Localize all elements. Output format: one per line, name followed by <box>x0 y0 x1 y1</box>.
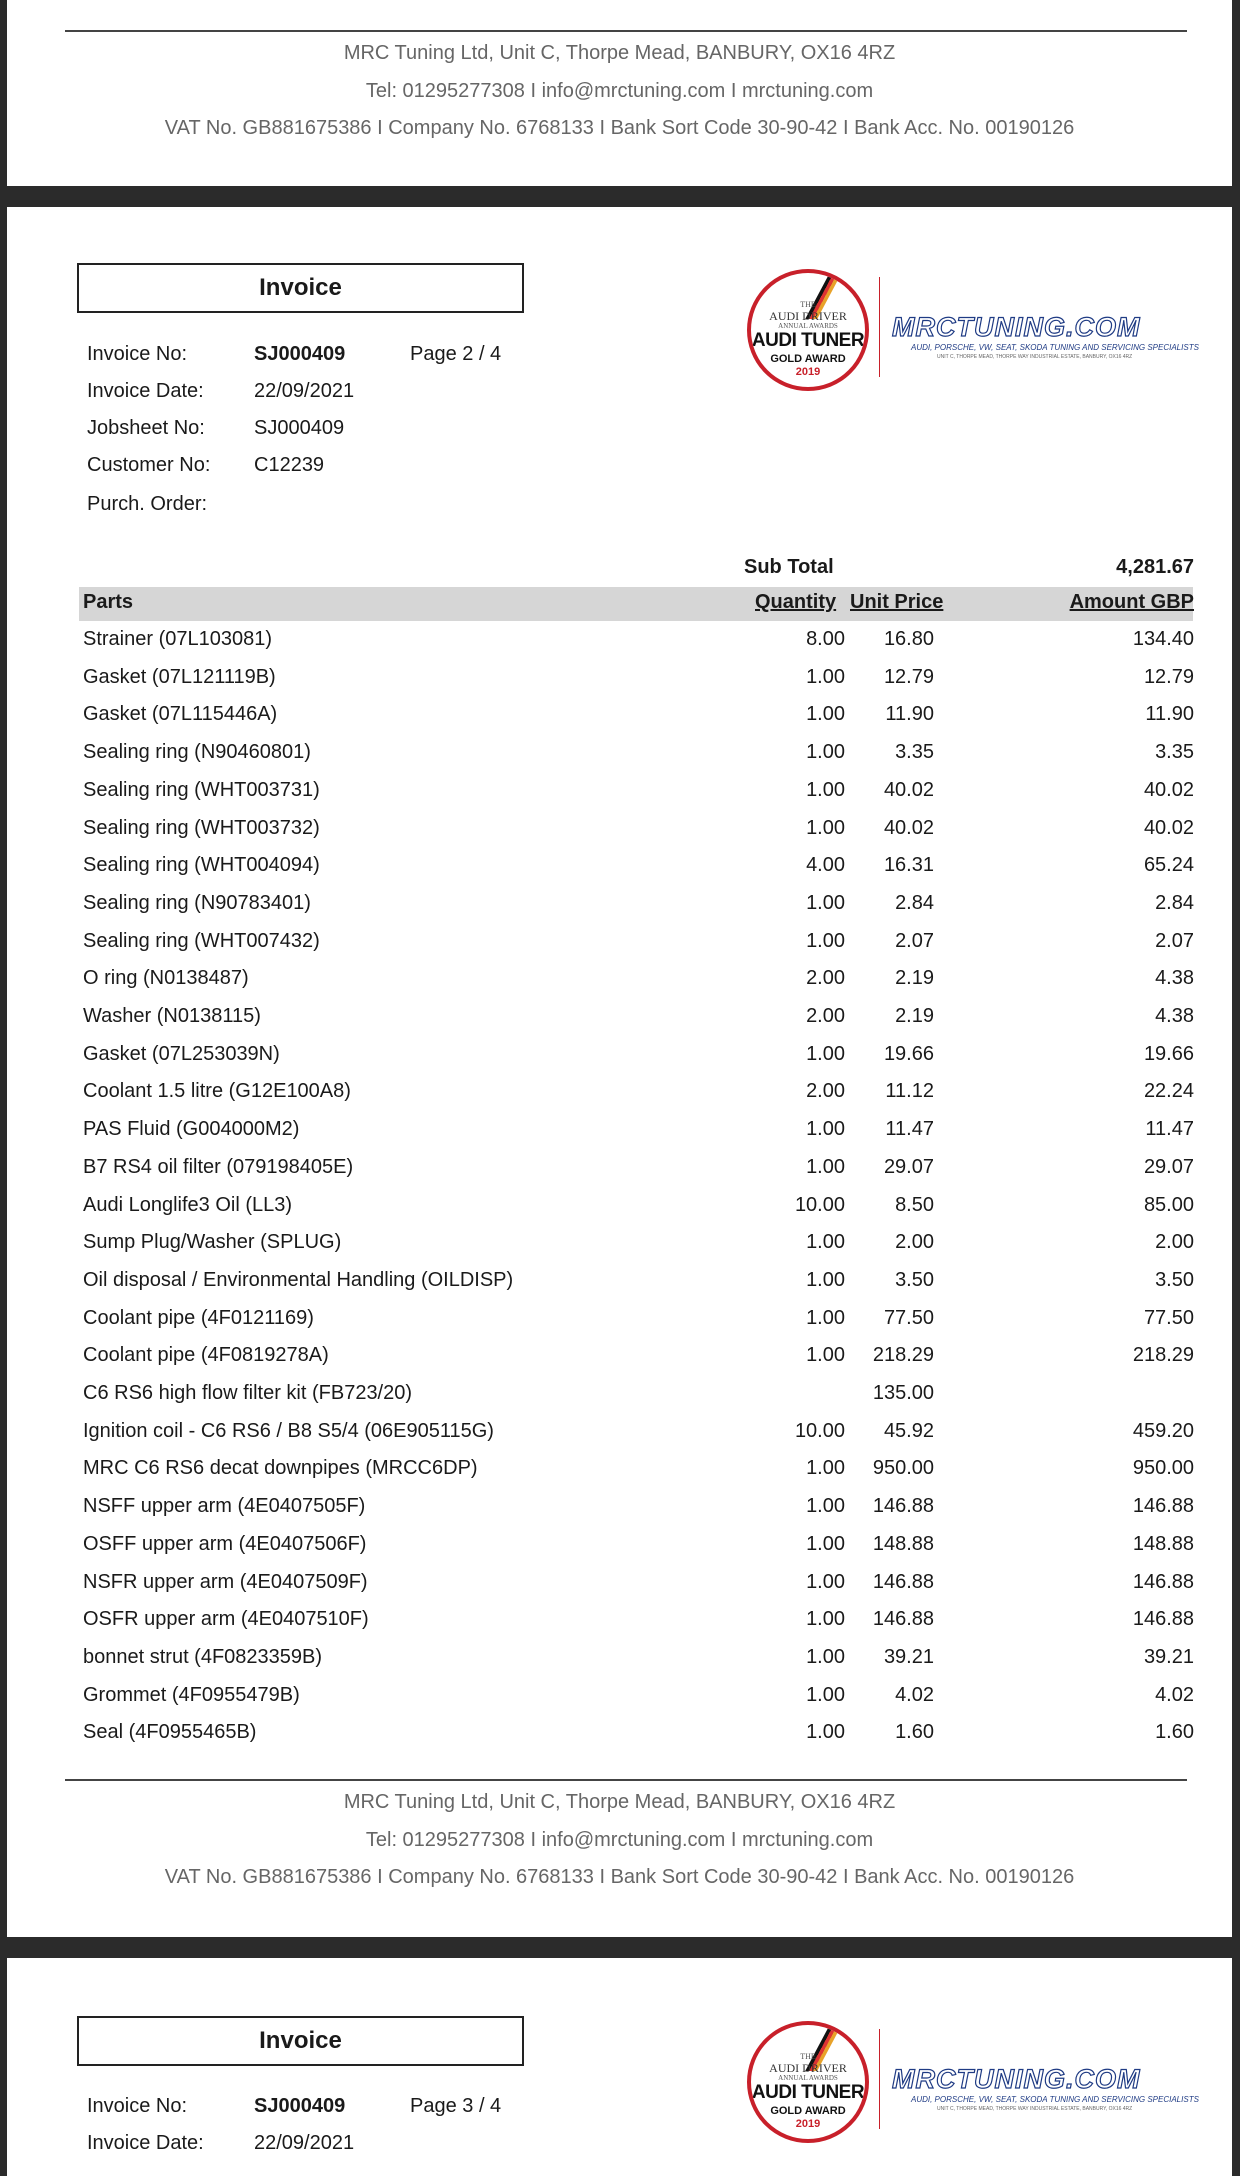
part-unit-price: 45.92 <box>883 1419 934 1442</box>
invoice-no-label: Invoice No: <box>87 2095 188 2117</box>
customer-no-value: C12239 <box>254 454 325 476</box>
page-indicator: Page 3 / 4 <box>410 2095 502 2117</box>
part-amount: 2.07 <box>1155 929 1194 952</box>
part-unit-price: 146.88 <box>872 1570 934 1593</box>
purch-order-label: Purch. Order: <box>87 493 208 515</box>
table-row <box>7 1420 1232 1458</box>
part-description: Coolant pipe (4F0819278A) <box>83 1344 329 1367</box>
mrctuning-logo: MRCTUNING.COM <box>892 2064 1141 2094</box>
part-amount: 3.35 <box>1155 741 1194 764</box>
col-quantity: Quantity <box>755 591 837 613</box>
part-quantity: 2.00 <box>806 967 845 990</box>
subtotal-label: Sub Total <box>744 556 834 578</box>
part-description: O ring (N0138487) <box>83 967 249 990</box>
logo-divider <box>879 2029 880 2129</box>
table-row <box>7 892 1232 930</box>
part-quantity: 1.00 <box>806 929 845 952</box>
part-amount: 11.90 <box>1145 703 1194 726</box>
part-amount: 39.21 <box>1143 1645 1194 1668</box>
part-quantity: 1.00 <box>806 1344 845 1367</box>
part-unit-price: 3.35 <box>895 741 934 764</box>
parts-table-header <box>79 587 1193 621</box>
table-row <box>7 628 1232 666</box>
footer-contact: Tel: 01295277308 I info@mrctuning.com I mrctuning.com <box>365 80 874 102</box>
table-row <box>7 1231 1232 1269</box>
part-amount: 459.20 <box>1132 1419 1194 1442</box>
part-description: Seal (4F0955465B) <box>83 1721 257 1744</box>
part-amount: 4.38 <box>1155 967 1194 990</box>
part-description: bonnet strut (4F0823359B) <box>83 1645 323 1668</box>
table-row <box>7 1646 1232 1684</box>
part-description: MRC C6 RS6 decat downpipes (MRCC6DP) <box>83 1457 478 1480</box>
part-amount: 146.88 <box>1132 1608 1194 1631</box>
part-quantity: 1.00 <box>806 1155 845 1178</box>
brand-address: UNIT C, THORPE MEAD, THORPE WAY INDUSTRIAL ESTATE, BANBURY, OX16 4RZ <box>937 354 1133 360</box>
invoice-no-value: SJ000409 <box>254 343 346 365</box>
table-row <box>7 1194 1232 1232</box>
part-description: Ignition coil - C6 RS6 / B8 S5/4 (06E905115G) <box>83 1419 494 1442</box>
table-row <box>7 1721 1232 1759</box>
footer-divider <box>65 30 1187 32</box>
table-row <box>7 930 1232 968</box>
jobsheet-no-value: SJ000409 <box>254 417 345 439</box>
part-unit-price: 12.79 <box>883 665 934 688</box>
table-row <box>7 703 1232 741</box>
part-unit-price: 2.00 <box>895 1231 934 1254</box>
part-quantity: 2.00 <box>806 1005 845 1027</box>
part-quantity: 1.00 <box>806 741 845 764</box>
part-unit-price: 950.00 <box>872 1457 934 1480</box>
table-row <box>7 1457 1232 1495</box>
subtotal-value: 4,281.67 <box>1116 556 1194 578</box>
part-quantity: 1.00 <box>806 891 845 914</box>
part-unit-price: 146.88 <box>872 1495 934 1518</box>
part-description: Coolant pipe (4F0121169) <box>83 1306 314 1329</box>
table-row <box>7 1382 1232 1420</box>
part-unit-price: 39.21 <box>883 1645 934 1668</box>
part-description: Sealing ring (N90460801) <box>83 741 311 764</box>
part-description: Gasket (07L253039N) <box>83 1042 280 1065</box>
table-row <box>7 1533 1232 1571</box>
part-amount: 19.66 <box>1143 1042 1194 1065</box>
part-description: B7 RS4 oil filter (079198405E) <box>83 1155 354 1178</box>
part-description: NSFR upper arm (4E0407509F) <box>83 1570 368 1593</box>
brand-tagline: AUDI, PORSCHE, VW, SEAT, SKODA TUNING AND SERVICING SPECIALISTS <box>911 343 1199 352</box>
table-row <box>7 1684 1232 1722</box>
part-quantity: 1.00 <box>806 1683 845 1706</box>
part-amount: 3.50 <box>1155 1268 1194 1291</box>
part-description: Sealing ring (WHT004094) <box>83 854 320 877</box>
footer-registration: VAT No. GB881675386 I Company No. 6768133 I Bank Sort Code 30-90-42 I Bank Acc. No. 00190126 <box>164 1866 1075 1888</box>
footer-address: MRC Tuning Ltd, Unit C, Thorpe Mead, BANBURY, OX16 4RZ <box>343 1791 896 1813</box>
table-row <box>7 1608 1232 1646</box>
part-unit-price: 16.31 <box>883 854 934 877</box>
part-description: Sealing ring (WHT007432) <box>83 929 320 952</box>
part-description: Washer (N0138115) <box>83 1005 261 1027</box>
part-description: OSFR upper arm (4E0407510F) <box>83 1608 369 1631</box>
invoice-heading: Invoice <box>77 2016 524 2066</box>
part-unit-price: 19.66 <box>883 1042 934 1065</box>
part-description: Sealing ring (WHT003731) <box>83 778 320 801</box>
table-row <box>7 967 1232 1005</box>
part-amount: 65.24 <box>1143 854 1194 877</box>
part-description: Oil disposal / Environmental Handling (OILDISP) <box>83 1268 514 1291</box>
brand-address: UNIT C, THORPE MEAD, THORPE WAY INDUSTRIAL ESTATE, BANBURY, OX16 4RZ <box>937 2106 1133 2112</box>
table-row <box>7 1080 1232 1118</box>
invoice-date-label: Invoice Date: <box>87 2132 204 2154</box>
part-unit-price: 148.88 <box>872 1532 934 1555</box>
part-amount: 148.88 <box>1132 1532 1194 1555</box>
jobsheet-no-label: Jobsheet No: <box>87 417 205 439</box>
part-description: Sealing ring (WHT003732) <box>83 816 320 839</box>
part-quantity: 8.00 <box>806 628 845 650</box>
invoice-page-3 <box>7 1958 1232 2176</box>
part-amount: 146.88 <box>1132 1495 1194 1518</box>
part-amount: 146.88 <box>1132 1570 1194 1593</box>
part-quantity: 1.00 <box>806 778 845 801</box>
col-parts: Parts <box>83 591 134 613</box>
part-unit-price: 11.90 <box>885 703 934 726</box>
part-amount: 40.02 <box>1143 778 1194 801</box>
part-amount: 11.47 <box>1145 1118 1194 1141</box>
part-unit-price: 4.02 <box>895 1683 934 1706</box>
table-row <box>7 1269 1232 1307</box>
part-quantity: 1.00 <box>806 1608 845 1631</box>
footer-address: MRC Tuning Ltd, Unit C, Thorpe Mead, BANBURY, OX16 4RZ <box>343 42 896 64</box>
table-row <box>7 1118 1232 1156</box>
footer-contact: Tel: 01295277308 I info@mrctuning.com I mrctuning.com <box>365 1829 874 1851</box>
invoice-page-1 <box>7 0 1232 186</box>
invoice-date-value: 22/09/2021 <box>254 2132 355 2154</box>
table-row <box>7 817 1232 855</box>
invoice-date-value: 22/09/2021 <box>254 380 355 402</box>
part-unit-price: 2.19 <box>895 967 934 990</box>
part-amount: 4.38 <box>1155 1005 1194 1027</box>
table-row <box>7 1344 1232 1382</box>
part-quantity: 1.00 <box>806 1306 845 1329</box>
part-quantity: 1.00 <box>806 1495 845 1518</box>
part-amount: 2.00 <box>1155 1231 1194 1254</box>
table-row <box>7 1043 1232 1081</box>
part-quantity: 10.00 <box>794 1193 845 1216</box>
part-description: Strainer (07L103081) <box>83 628 273 650</box>
part-quantity: 10.00 <box>794 1419 845 1442</box>
footer-registration: VAT No. GB881675386 I Company No. 6768133 I Bank Sort Code 30-90-42 I Bank Acc. No. 00190126 <box>164 117 1075 139</box>
invoice-no-value: SJ000409 <box>254 2095 346 2117</box>
table-row <box>7 779 1232 817</box>
customer-no-label: Customer No: <box>87 454 211 476</box>
part-quantity: 1.00 <box>806 1042 845 1065</box>
table-row <box>7 1156 1232 1194</box>
part-unit-price: 218.29 <box>872 1344 934 1367</box>
part-description: OSFF upper arm (4E0407506F) <box>83 1532 367 1555</box>
part-unit-price: 11.47 <box>885 1118 934 1141</box>
part-amount: 4.02 <box>1155 1683 1194 1706</box>
part-quantity: 1.00 <box>806 1532 845 1555</box>
part-amount: 950.00 <box>1132 1457 1194 1480</box>
invoice-heading: Invoice <box>77 263 524 313</box>
part-amount: 2.84 <box>1155 891 1194 914</box>
part-amount: 40.02 <box>1143 816 1194 839</box>
invoice-page-2 <box>7 207 1232 1937</box>
table-row <box>7 1571 1232 1609</box>
table-row <box>7 1495 1232 1533</box>
part-amount: 1.60 <box>1155 1721 1194 1744</box>
part-description: NSFF upper arm (4E0407505F) <box>83 1495 366 1518</box>
part-description: Grommet (4F0955479B) <box>83 1683 300 1706</box>
part-amount: 218.29 <box>1132 1344 1194 1367</box>
part-quantity: 1.00 <box>806 703 845 726</box>
logo-divider <box>879 277 880 377</box>
page-indicator: Page 2 / 4 <box>410 343 502 365</box>
audi-tuner-award-logo: THE AUDI DRIVER ANNUAL AWARDS AUDI TUNER GOLD AWARD 2019 <box>747 269 869 391</box>
table-row <box>7 1005 1232 1043</box>
part-quantity: 1.00 <box>806 1645 845 1668</box>
part-unit-price: 40.02 <box>883 778 934 801</box>
part-quantity: 1.00 <box>806 816 845 839</box>
part-unit-price: 3.50 <box>895 1268 934 1291</box>
part-unit-price: 29.07 <box>883 1155 934 1178</box>
part-description: C6 RS6 high flow filter kit (FB723/20) <box>83 1382 413 1404</box>
invoice-date-label: Invoice Date: <box>87 380 204 402</box>
part-quantity: 1.00 <box>806 665 845 688</box>
part-quantity: 2.00 <box>806 1080 845 1103</box>
col-amount: Amount GBP <box>1069 591 1194 613</box>
part-description: Gasket (07L115446A) <box>83 703 278 726</box>
part-quantity: 1.00 <box>806 1570 845 1593</box>
table-row <box>7 1307 1232 1345</box>
table-row <box>7 741 1232 779</box>
part-description: Gasket (07L121119B) <box>83 665 276 688</box>
part-unit-price: 11.12 <box>885 1080 934 1103</box>
part-description: PAS Fluid (G004000M2) <box>83 1118 300 1141</box>
part-unit-price: 2.84 <box>895 891 934 914</box>
part-unit-price: 2.19 <box>895 1005 934 1027</box>
brand-tagline: AUDI, PORSCHE, VW, SEAT, SKODA TUNING AND SERVICING SPECIALISTS <box>911 2095 1199 2104</box>
table-row <box>7 854 1232 892</box>
mrctuning-logo: MRCTUNING.COM <box>892 312 1141 342</box>
part-unit-price: 2.07 <box>895 929 934 952</box>
audi-tuner-award-logo: THE AUDI DRIVER ANNUAL AWARDS AUDI TUNER GOLD AWARD 2019 <box>747 2021 869 2143</box>
part-quantity: 1.00 <box>806 1268 845 1291</box>
part-description: Coolant 1.5 litre (G12E100A8) <box>83 1080 351 1103</box>
invoice-no-label: Invoice No: <box>87 343 188 365</box>
part-unit-price: 8.50 <box>895 1193 934 1216</box>
part-amount: 22.24 <box>1143 1080 1194 1103</box>
footer-divider <box>65 1779 1187 1781</box>
part-unit-price: 40.02 <box>883 816 934 839</box>
part-quantity: 4.00 <box>806 854 845 877</box>
part-unit-price: 77.50 <box>883 1306 934 1329</box>
part-unit-price: 146.88 <box>872 1608 934 1631</box>
part-amount: 85.00 <box>1143 1193 1194 1216</box>
table-row <box>7 666 1232 704</box>
part-unit-price: 1.60 <box>895 1721 934 1744</box>
part-unit-price: 16.80 <box>883 628 934 650</box>
part-description: Sump Plug/Washer (SPLUG) <box>83 1231 342 1254</box>
col-unit-price: Unit Price <box>850 591 944 613</box>
part-amount: 29.07 <box>1143 1155 1194 1178</box>
part-unit-price: 135.00 <box>872 1382 934 1404</box>
part-description: Sealing ring (N90783401) <box>83 891 311 914</box>
part-quantity: 1.00 <box>806 1457 845 1480</box>
part-quantity: 1.00 <box>806 1721 845 1744</box>
part-quantity: 1.00 <box>806 1231 845 1254</box>
part-description: Audi Longlife3 Oil (LL3) <box>83 1193 293 1216</box>
part-amount: 77.50 <box>1143 1306 1194 1329</box>
part-amount: 12.79 <box>1143 665 1194 688</box>
part-amount: 134.40 <box>1132 628 1194 650</box>
part-quantity: 1.00 <box>806 1118 845 1141</box>
